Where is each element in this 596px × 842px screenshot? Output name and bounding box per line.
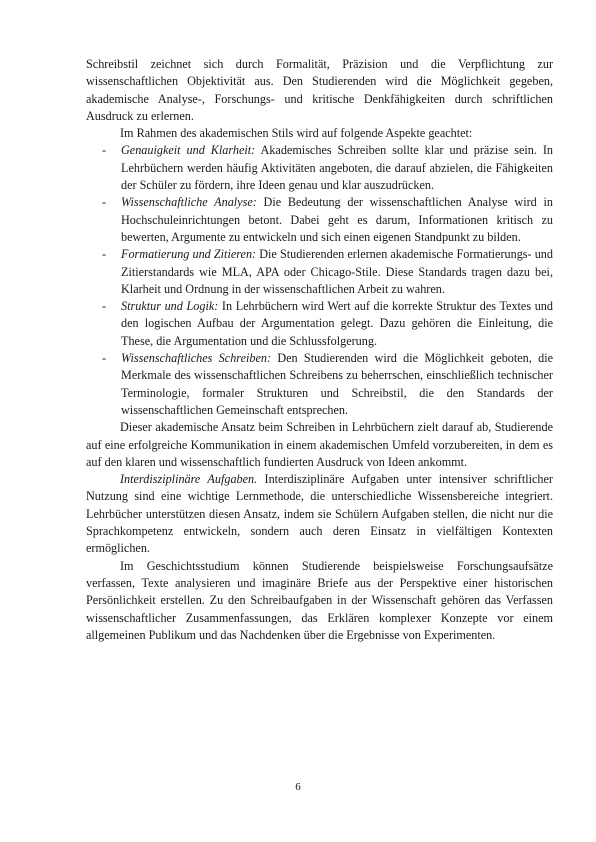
list-item-text: Die Bedeutung der wissenschaftlichen Analyse wird in Hochschuleinrichtungen betont. Dabei geht es darum, Informationen kritisch zu bewerten, Argumente zu entwickeln und sich einen eigenen Standpunkt zu bilden. bbox=[121, 195, 553, 244]
list-item-term: Wissenschaftliche Analyse: bbox=[121, 195, 257, 210]
list-item bbox=[86, 246, 553, 298]
paragraph bbox=[86, 471, 553, 557]
aspects-list bbox=[86, 142, 553, 419]
list-item-text: Die Studierenden erlernen akademische Formatierungs- und Zitierstandards wie MLA, APA oder Chicago-Stile. Diese Standards tragen dazu bei, Klarheit und Ordnung in der wissenschaftlichen Arbeit zu wahren. bbox=[121, 247, 553, 296]
list-item-term: Struktur und Logik: bbox=[121, 299, 219, 314]
list-marker: - bbox=[102, 143, 107, 158]
paragraph: Dieser akademische Ansatz beim Schreiben in Lehrbüchern zielt darauf ab, Studierende auf eine erfolgreiche Kommunikation in einem akademischen Umfeld vorzubereiten, in dem es auf den klaren und wissenschaftlich fundierten Ausdruck von Ideen ankommt. bbox=[86, 420, 553, 469]
paragraph: Schreibstil zeichnet sich durch Formalität, Präzision und die Verpflichtung zur wissenschaftlichen Objektivität aus. Den Studierenden wird die Möglichkeit gegeben, akademische Analyse-, Forschungs- und kritische Denkfähigkeiten durch schriftlichen Ausdruck zu erlernen. bbox=[86, 57, 553, 123]
list-item bbox=[86, 194, 553, 246]
paragraph: Im Geschichtsstudium können Studierende beispielsweise Forschungsaufsätze verfassen, Texte analysieren und imaginäre Briefe aus der Perspektive einer historischen Persönlichkeit erstellen. Zu den Schreibaufgaben in der Wissenschaft gehören das Verfassen wissenschaftlicher Zusammenfassungen, das Erklären komplexer Konzepte vor einem allgemeinen Publikum und das Nachdenken über die Ergebnisse von Experimenten. bbox=[86, 558, 553, 642]
list-item bbox=[86, 350, 553, 419]
list-item-term: Formatierung und Zitieren: bbox=[121, 247, 257, 262]
paragraph-text: Interdisziplinäre Aufgaben unter intensiver schriftlicher Nutzung sind eine wichtige Lernmethode, die unterschiedliche Wissensbereiche integriert. Lehrbücher unterstützen diesen Ansatz, indem sie Schülern Aufgaben stellen, die nicht nur die Sprachkompetenz entwickeln, sondern auch deren Einsatz in vielfältigen Kontexten ermöglichen. bbox=[86, 472, 553, 556]
document-body bbox=[86, 56, 553, 644]
list-item bbox=[86, 298, 553, 350]
list-item-term: Wissenschaftliches Schreiben: bbox=[121, 351, 272, 366]
paragraph-term: Interdisziplinäre Aufgaben. bbox=[120, 472, 258, 487]
paragraph: Im Rahmen des akademischen Stils wird auf folgende Aspekte geachtet: bbox=[120, 126, 473, 141]
list-marker: - bbox=[102, 351, 107, 366]
list-item-term: Genauigkeit und Klarheit: bbox=[121, 143, 256, 158]
list-marker: - bbox=[102, 195, 107, 210]
list-item-text: Den Studierenden wird die Möglichkeit geboten, die Merkmale des wissenschaftlichen Schreibens zu beherrschen, einschließlich technischer Terminologie, formaler Strukturen und Schreibstil, die den Standards der wissenschaftlichen Gemeinschaft entsprechen. bbox=[121, 351, 553, 417]
list-marker: - bbox=[102, 247, 107, 262]
list-item-text: In Lehrbüchern wird Wert auf die korrekte Struktur des Textes und den logischen Aufbau der Argumentation gelegt. Dazu gehören die Einleitung, die These, die Argumentation und die Schlussfolgerung. bbox=[121, 299, 553, 348]
list-item bbox=[86, 142, 553, 194]
list-item-text: Akademisches Schreiben sollte klar und präzise sein. In Lehrbüchern werden häufig Aktivitäten angeboten, die darauf abzielen, die Fähigkeiten der Schüler zu fördern, ihre Ideen genau und klar auszudrücken. bbox=[121, 143, 554, 193]
page-number: 6 bbox=[295, 781, 301, 793]
list-marker: - bbox=[102, 299, 107, 314]
